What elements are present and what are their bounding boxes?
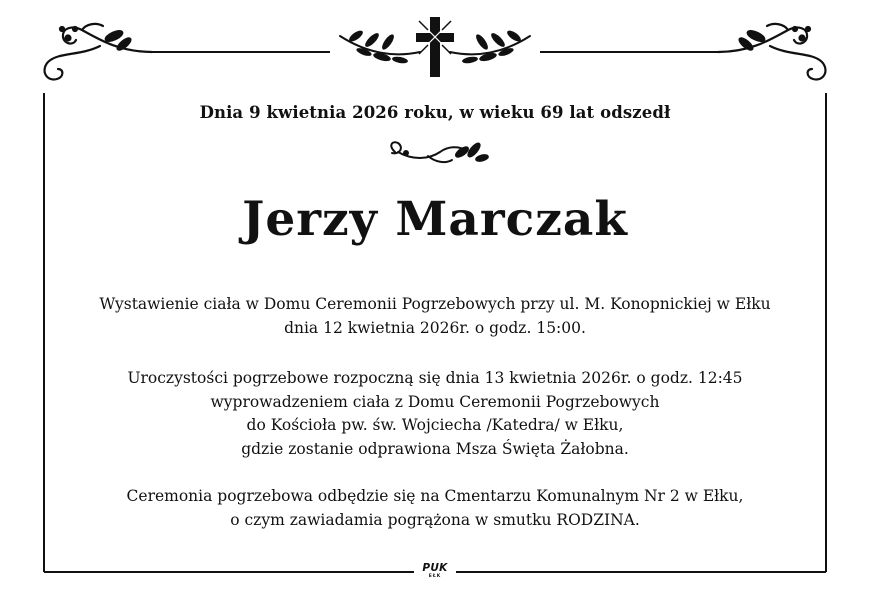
flourish-icon-left [45, 24, 152, 80]
paragraph-burial [46, 485, 824, 532]
paragraph-line: Uroczystości pogrzebowe rozpoczną się dnia 13 kwietnia 2026r. o godz. 12:45 [127, 369, 743, 387]
death-date-line: Dnia 9 kwietnia 2026 roku, w wieku 69 lat odszedł [199, 103, 671, 122]
flourish-icon-right [718, 24, 825, 80]
paragraph-line: do Kościoła pw. św. Wojciecha /Katedra/ w Ełku, [246, 416, 624, 435]
paragraph-line: gdzie zostanie odprawiona Msza Święta Żałobna. [241, 440, 629, 459]
paragraph-line: Ceremonia pogrzebowa odbędzie się na Cmentarzu Komunalnym Nr 2 w Ełku, [126, 487, 744, 505]
paragraph-ceremony [46, 367, 824, 462]
leaf-swirl-icon [391, 142, 488, 162]
deceased-name: Jerzy Marczak [242, 192, 628, 247]
paragraph-viewing [46, 293, 824, 340]
paragraph-line: wyprowadzeniem ciała z Domu Ceremonii Pogrzebowych [210, 392, 660, 411]
puk-logo [419, 563, 451, 583]
paragraph-line: o czym zawiadamia pogrążona w smutku RODZINA. [230, 510, 640, 529]
logo-sub-text: EŁK [428, 574, 442, 579]
paragraph-line: dnia 12 kwietnia 2026r. o godz. 15:00. [284, 318, 586, 337]
cross-icon [340, 17, 530, 77]
paragraph-line: Wystawienie ciała w Domu Ceremonii Pogrzebowych przy ul. M. Konopnickiej w Ełku [99, 295, 771, 313]
logo-main-text: PUK [422, 562, 448, 574]
